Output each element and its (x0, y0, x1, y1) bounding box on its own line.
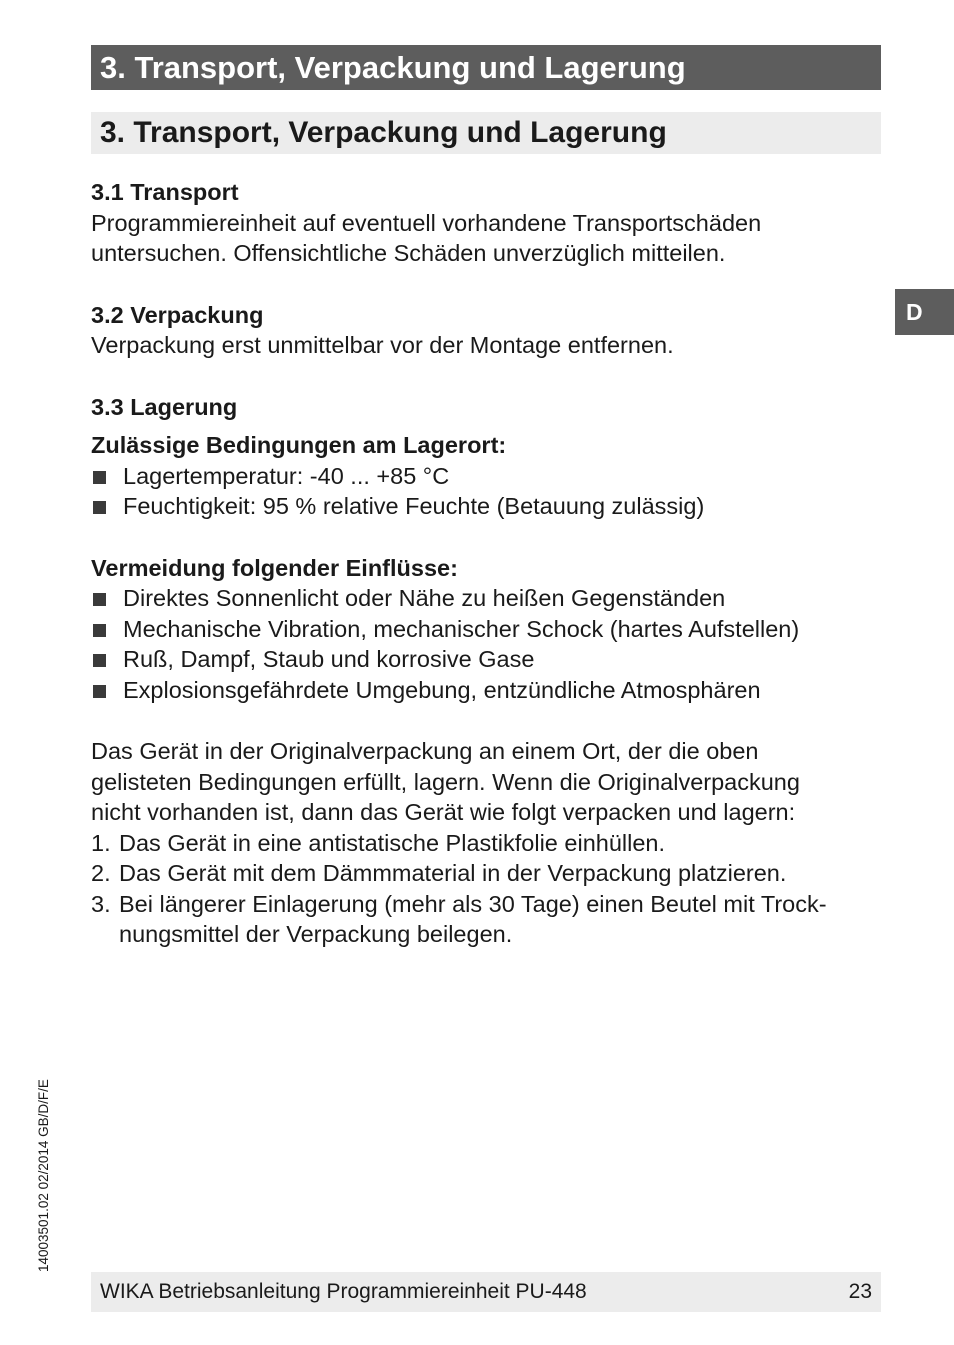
section-title: 3. Transport, Verpackung und Lagerung (91, 112, 881, 154)
transport-line: Programmiereinheit auf eventuell vorhandene Transportschäden (91, 209, 762, 236)
page-content (91, 177, 881, 950)
storage-line: gelisteten Bedingungen erfüllt, lagern. Wenn die Originalverpackung (91, 768, 800, 795)
square-bullet-icon (93, 685, 106, 698)
list-item (91, 583, 881, 614)
conditions-list (91, 461, 881, 522)
storage-steps (91, 828, 881, 950)
page-footer (91, 1272, 881, 1312)
square-bullet-icon (93, 624, 106, 637)
list-item (91, 491, 881, 522)
square-bullet-icon (93, 654, 106, 667)
list-item-text: Direktes Sonnenlicht oder Nähe zu heißen Gegenständen (123, 585, 726, 611)
storage-text (91, 736, 881, 828)
heading-verpackung: 3.2 Verpackung (91, 301, 264, 328)
square-bullet-icon (93, 471, 106, 484)
step-text: Das Gerät mit dem Dämmmaterial in der Verpackung platzieren. (119, 860, 787, 886)
list-item-text: Lagertemperatur: -40 ... +85 °C (123, 462, 450, 489)
list-item (91, 828, 881, 859)
square-bullet-icon (93, 593, 106, 606)
storage-line: Das Gerät in der Originalverpackung an einem Ort, der die oben (91, 738, 759, 764)
step-number: 3. (91, 890, 111, 917)
avoid-list (91, 583, 881, 705)
heading-transport: 3.1 Transport (91, 179, 239, 205)
list-item (91, 675, 881, 706)
list-item-text: Mechanische Vibration, mechanischer Schock (hartes Aufstellen) (123, 615, 800, 642)
list-item (91, 644, 881, 675)
heading-lagerung: 3.3 Lagerung (91, 393, 238, 420)
verpackung-text: Verpackung erst unmittelbar vor der Montage entfernen. (91, 332, 674, 358)
storage-line: nicht vorhanden ist, dann das Gerät wie folgt verpacken und lagern: (91, 799, 796, 825)
document-code: 14003501.02 02/2014 GB/D/F/E (36, 1079, 51, 1272)
chapter-title-bar: 3. Transport, Verpackung und Lagerung (91, 45, 881, 90)
step-number: 1. (91, 829, 111, 856)
list-item (91, 614, 881, 645)
list-item (91, 858, 881, 889)
avoid-heading: Vermeidung folgender Einflüsse: (91, 554, 458, 581)
list-item-text: Ruß, Dampf, Staub und korrosive Gase (123, 646, 535, 672)
step-text: Das Gerät in eine antistatische Plastikfolie einhüllen. (119, 829, 666, 856)
step-text: Bei längerer Einlagerung (mehr als 30 Tage) einen Beutel mit Trock- (119, 890, 827, 917)
conditions-heading: Zulässige Bedingungen am Lagerort: (91, 432, 507, 458)
transport-text (91, 208, 881, 269)
footer-text: WIKA Betriebsanleitung Programmiereinheit PU-448 (100, 1280, 587, 1303)
square-bullet-icon (93, 501, 106, 514)
list-item (91, 889, 881, 950)
list-item-text: Explosionsgefährdete Umgebung, entzündliche Atmosphären (123, 676, 761, 703)
page-number: 23 (848, 1280, 872, 1303)
step-number: 2. (91, 860, 111, 886)
step-text: nungsmittel der Verpackung beilegen. (119, 921, 513, 947)
transport-line: untersuchen. Offensichtliche Schäden unverzüglich mitteilen. (91, 240, 726, 266)
list-item (91, 461, 881, 492)
language-tab: D (895, 289, 954, 335)
list-item-text: Feuchtigkeit: 95 % relative Feuchte (Betauung zulässig) (123, 493, 705, 519)
